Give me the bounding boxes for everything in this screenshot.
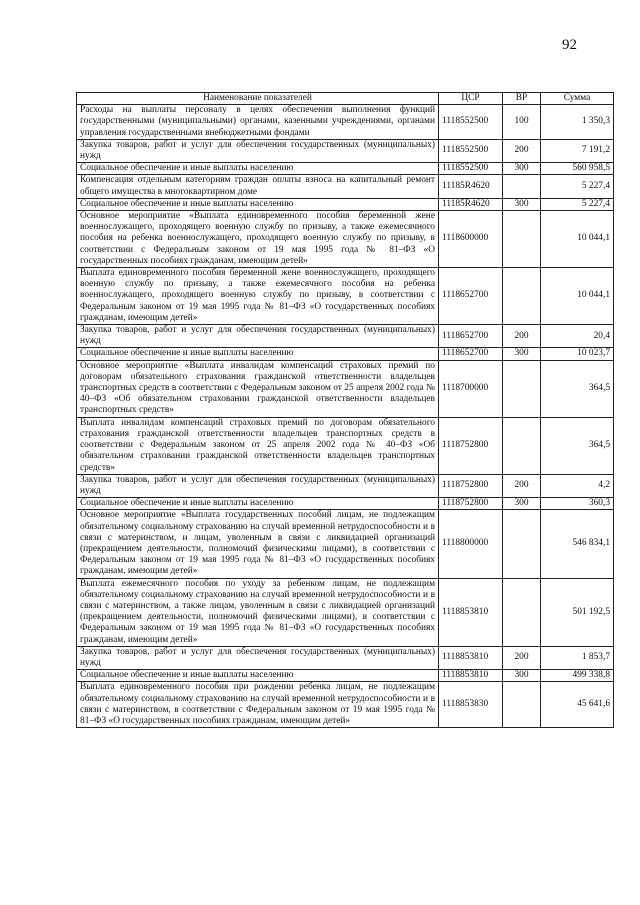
cell-sum: 546 834,1	[541, 510, 614, 578]
cell-vr: 200	[503, 646, 541, 669]
cell-name: Выплата инвалидам компенсаций страховых премий по договорам обязательного страхования гражданской ответственности владельцев транспортных средств в соответствии с Федеральным законом от 25 апреля 2002 года № 40–ФЗ «Об обязательном страховании гражданской ответственности владельцев транспортных средств»	[77, 417, 439, 474]
cell-vr: 200	[503, 325, 541, 348]
cell-csr: 1118700000	[439, 360, 503, 417]
cell-vr: 300	[503, 670, 541, 682]
cell-vr: 300	[503, 498, 541, 510]
cell-name: Основное мероприятие «Выплата государственных пособий лицам, не подлежащим обязательному социальному страхованию на случай временной нетрудоспособности и в связи с материнством, и лицам, уволенным в связи с ликвидацией организаций (прекращением деятельности, полномочий физическими лицами), в соответствии с Федеральным законом от 19 мая 1995 года № 81–ФЗ «О государственных пособиях гражданам, имеющим детей»	[77, 510, 439, 578]
cell-name: Закупка товаров, работ и услуг для обеспечения государственных (муниципальных) нужд	[77, 139, 439, 162]
cell-vr	[503, 360, 541, 417]
cell-csr: 11185R4620	[439, 198, 503, 210]
cell-sum: 1 350,3	[541, 105, 614, 140]
cell-name: Компенсация отдельным категориям граждан оплаты взноса на капитальный ремонт общего имущества в многоквартирном доме	[77, 175, 439, 198]
table-row	[77, 211, 614, 268]
cell-vr	[503, 211, 541, 268]
cell-sum: 5 227,4	[541, 175, 614, 198]
cell-csr: 11185R4620	[439, 175, 503, 198]
header-sum: Сумма	[541, 93, 614, 105]
budget-table	[76, 92, 614, 728]
cell-name: Социальное обеспечение и иные выплаты населению	[77, 670, 439, 682]
cell-vr: 200	[503, 474, 541, 497]
cell-csr: 1118552500	[439, 163, 503, 175]
cell-vr: 300	[503, 348, 541, 360]
cell-vr: 300	[503, 163, 541, 175]
cell-csr: 1118853830	[439, 682, 503, 728]
table-row	[77, 139, 614, 162]
cell-vr: 200	[503, 139, 541, 162]
cell-csr: 1118552500	[439, 139, 503, 162]
cell-sum: 1 853,7	[541, 646, 614, 669]
cell-sum: 360,3	[541, 498, 614, 510]
table-header-row	[77, 93, 614, 105]
cell-vr	[503, 510, 541, 578]
cell-csr: 1118853810	[439, 670, 503, 682]
cell-name: Социальное обеспечение и иные выплаты населению	[77, 348, 439, 360]
cell-sum: 501 192,5	[541, 578, 614, 646]
cell-sum: 10 044,1	[541, 268, 614, 325]
cell-csr: 1118552500	[439, 105, 503, 140]
cell-vr	[503, 175, 541, 198]
cell-csr: 1118652700	[439, 325, 503, 348]
cell-csr: 1118752800	[439, 474, 503, 497]
cell-name: Социальное обеспечение и иные выплаты населению	[77, 163, 439, 175]
table-row	[77, 498, 614, 510]
cell-csr: 1118752800	[439, 498, 503, 510]
cell-name: Социальное обеспечение и иные выплаты населению	[77, 498, 439, 510]
table-row	[77, 360, 614, 417]
cell-name: Закупка товаров, работ и услуг для обеспечения государственных (муниципальных) нужд	[77, 474, 439, 497]
cell-name: Выплата ежемесячного пособия по уходу за ребенком лицам, не подлежащим обязательному социальному страхованию на случай временной нетрудоспособности и в связи с материнством, а также лицам, уволенным в связи с ликвидацией организаций (прекращением деятельности, полномочий физическими лицами), в соответствии с Федеральным законом от 19 мая 1995 года № 81–ФЗ «О государственных пособиях гражданам, имеющим детей»	[77, 578, 439, 646]
cell-name: Социальное обеспечение и иные выплаты населению	[77, 198, 439, 210]
cell-csr: 1118853810	[439, 578, 503, 646]
cell-csr: 1118652700	[439, 348, 503, 360]
table-row	[77, 105, 614, 140]
cell-sum: 20,4	[541, 325, 614, 348]
table-body	[77, 105, 614, 728]
table-row	[77, 646, 614, 669]
cell-vr	[503, 682, 541, 728]
cell-csr: 1118800000	[439, 510, 503, 578]
table-row	[77, 682, 614, 728]
table-row	[77, 198, 614, 210]
cell-vr: 100	[503, 105, 541, 140]
header-csr: ЦСР	[439, 93, 503, 105]
cell-vr	[503, 268, 541, 325]
cell-sum: 45 641,6	[541, 682, 614, 728]
table-row	[77, 325, 614, 348]
cell-sum: 7 191,2	[541, 139, 614, 162]
table-row	[77, 474, 614, 497]
table-row	[77, 578, 614, 646]
cell-name: Выплата единовременного пособия беременной жене военнослужащего, проходящего военную службу по призыву, а также ежемесячного пособия на ребенка военнослужащего, проходящего военную службу по призыву, в соответствии с Федеральным законом от 19 мая 1995 года № 81–ФЗ «О государственных пособиях гражданам, имеющим детей»	[77, 268, 439, 325]
cell-vr	[503, 578, 541, 646]
page-number: 92	[562, 37, 577, 53]
cell-sum: 4,2	[541, 474, 614, 497]
cell-sum: 499 338,8	[541, 670, 614, 682]
table-row	[77, 670, 614, 682]
cell-name: Закупка товаров, работ и услуг для обеспечения государственных (муниципальных) нужд	[77, 325, 439, 348]
cell-vr	[503, 417, 541, 474]
cell-name: Расходы на выплаты персоналу в целях обеспечения выполнения функций государственными (муниципальными) органами, казенными учреждениями, органами управления государственными внебюджетными фондами	[77, 105, 439, 140]
cell-name: Закупка товаров, работ и услуг для обеспечения государственных (муниципальных) нужд	[77, 646, 439, 669]
cell-name: Выплата единовременного пособия при рождении ребенка лицам, не подлежащим обязательному социальному страхованию на случай временной нетрудоспособности и в связи с материнством, в соответствии с Федеральным законом от 19 мая 1995 года № 81–ФЗ «О государственных пособиях гражданам, имеющим детей»	[77, 682, 439, 728]
table-row	[77, 417, 614, 474]
cell-sum: 364,5	[541, 417, 614, 474]
table-row	[77, 268, 614, 325]
table-row	[77, 163, 614, 175]
cell-vr: 300	[503, 198, 541, 210]
cell-sum: 560 958,5	[541, 163, 614, 175]
cell-sum: 364,5	[541, 360, 614, 417]
cell-csr: 1118752800	[439, 417, 503, 474]
header-name: Наименование показателей	[77, 93, 439, 105]
cell-csr: 1118600000	[439, 211, 503, 268]
cell-csr: 1118853810	[439, 646, 503, 669]
table-row	[77, 348, 614, 360]
table-row	[77, 510, 614, 578]
cell-sum: 5 227,4	[541, 198, 614, 210]
cell-name: Основное мероприятие «Выплата инвалидам компенсаций страховых премий по договорам обязательного страхования гражданской ответственности владельцев транспортных средств в соответствии с Федеральным законом от 25 апреля 2002 года № 40–ФЗ «Об обязательном страховании гражданской ответственности владельцев транспортных средств»	[77, 360, 439, 417]
cell-sum: 10 044,1	[541, 211, 614, 268]
cell-name: Основное мероприятие «Выплата единовременного пособия беременной жене военнослужащего, проходящего военную службу по призыву, а также ежемесячного пособия на ребенка военнослужащего, проходящего военную службу по призыву, в соответствии с Федеральным законом от 19 мая 1995 года № 81–ФЗ «О государственных пособиях гражданам, имеющим детей»	[77, 211, 439, 268]
cell-csr: 1118652700	[439, 268, 503, 325]
cell-sum: 10 023,7	[541, 348, 614, 360]
header-vr: ВР	[503, 93, 541, 105]
table-row	[77, 175, 614, 198]
